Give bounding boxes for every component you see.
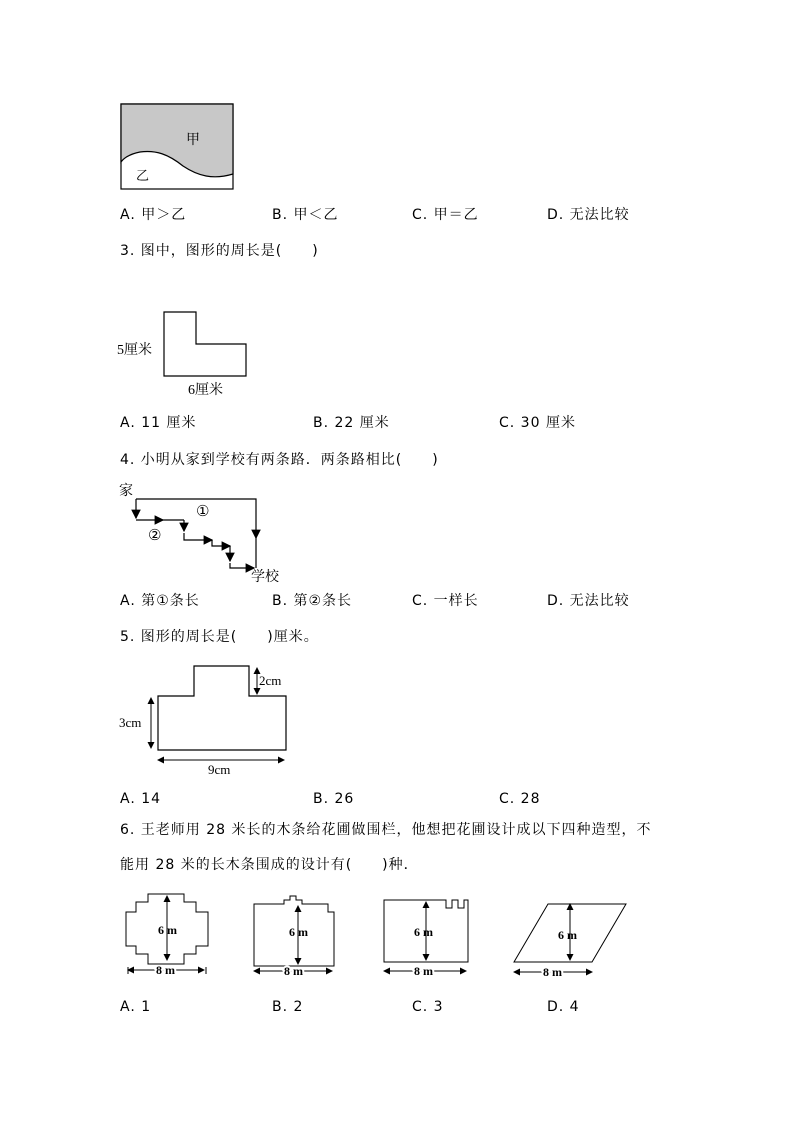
q5-label-2cm: 2cm [259, 673, 282, 688]
q6-fig4-height: 6 m [558, 928, 577, 942]
q6-figure-4 [506, 890, 636, 982]
q2-label-yi: 乙 [136, 169, 150, 184]
q3-label-height: 5厘米 [117, 343, 152, 358]
q6-fig2-height: 6 m [289, 925, 308, 939]
q4-option-a: A. 第①条长 [120, 593, 200, 609]
q3-figure [112, 308, 252, 403]
q6-fig1-width: 8 m [156, 963, 175, 977]
q5-option-b: B. 26 [313, 791, 355, 807]
q4-option-b: B. 第②条长 [272, 593, 353, 609]
q6-option-a: A. 1 [120, 999, 152, 1015]
q2-figure [118, 102, 238, 194]
q2-option-d: D. 无法比较 [547, 207, 630, 223]
q5-question: 5. 图形的周长是( )厘米。 [120, 629, 319, 645]
q2-option-b: B. 甲＜乙 [272, 207, 339, 223]
q4-route1-label: ① [196, 502, 210, 520]
q5-option-c: C. 28 [499, 791, 541, 807]
q3-option-b: B. 22 厘米 [313, 415, 390, 431]
q3-option-a: A. 11 厘米 [120, 415, 197, 431]
q5-figure [116, 660, 296, 778]
q6-figure-2 [244, 890, 344, 980]
q4-option-c: C. 一样长 [412, 593, 479, 609]
q6-fig2-width: 8 m [284, 964, 303, 978]
q4-figure [116, 480, 296, 588]
q6-fig1-height: 6 m [158, 923, 177, 937]
q4-option-d: D. 无法比较 [547, 593, 630, 609]
q3-question: 3. 图中，图形的周长是( ) [120, 243, 319, 259]
q6-question-line1: 6. 王老师用 28 米长的木条给花圃做围栏，他想把花圃设计成以下四种造型，不 [120, 822, 652, 838]
q6-figure-1 [118, 890, 223, 980]
q5-option-a: A. 14 [120, 791, 162, 807]
q6-figure-3 [378, 890, 478, 980]
q4-route2-label: ② [148, 526, 162, 544]
q3-option-c: C. 30 厘米 [499, 415, 576, 431]
q6-question-line2: 能用 28 米的长木条围成的设计有( )种． [120, 857, 419, 873]
q4-label-home: 家 [119, 483, 133, 499]
q6-option-b: B. 2 [272, 999, 304, 1015]
q5-label-9cm: 9cm [208, 762, 231, 777]
q2-label-jia: 甲 [186, 132, 200, 148]
q6-fig4-width: 8 m [543, 965, 562, 979]
q6-fig3-width: 8 m [414, 964, 433, 978]
q2-option-c: C. 甲＝乙 [412, 207, 479, 223]
q6-option-d: D. 4 [547, 999, 580, 1015]
q5-label-3cm: 3cm [119, 715, 142, 730]
q2-option-a: A. 甲＞乙 [120, 207, 187, 223]
q4-label-school: 学校 [251, 569, 279, 585]
q6-option-c: C. 3 [412, 999, 444, 1015]
q3-label-width: 6厘米 [188, 383, 223, 398]
q6-fig3-height: 6 m [414, 925, 433, 939]
q4-question: 4. 小明从家到学校有两条路．两条路相比( ) [120, 452, 439, 468]
